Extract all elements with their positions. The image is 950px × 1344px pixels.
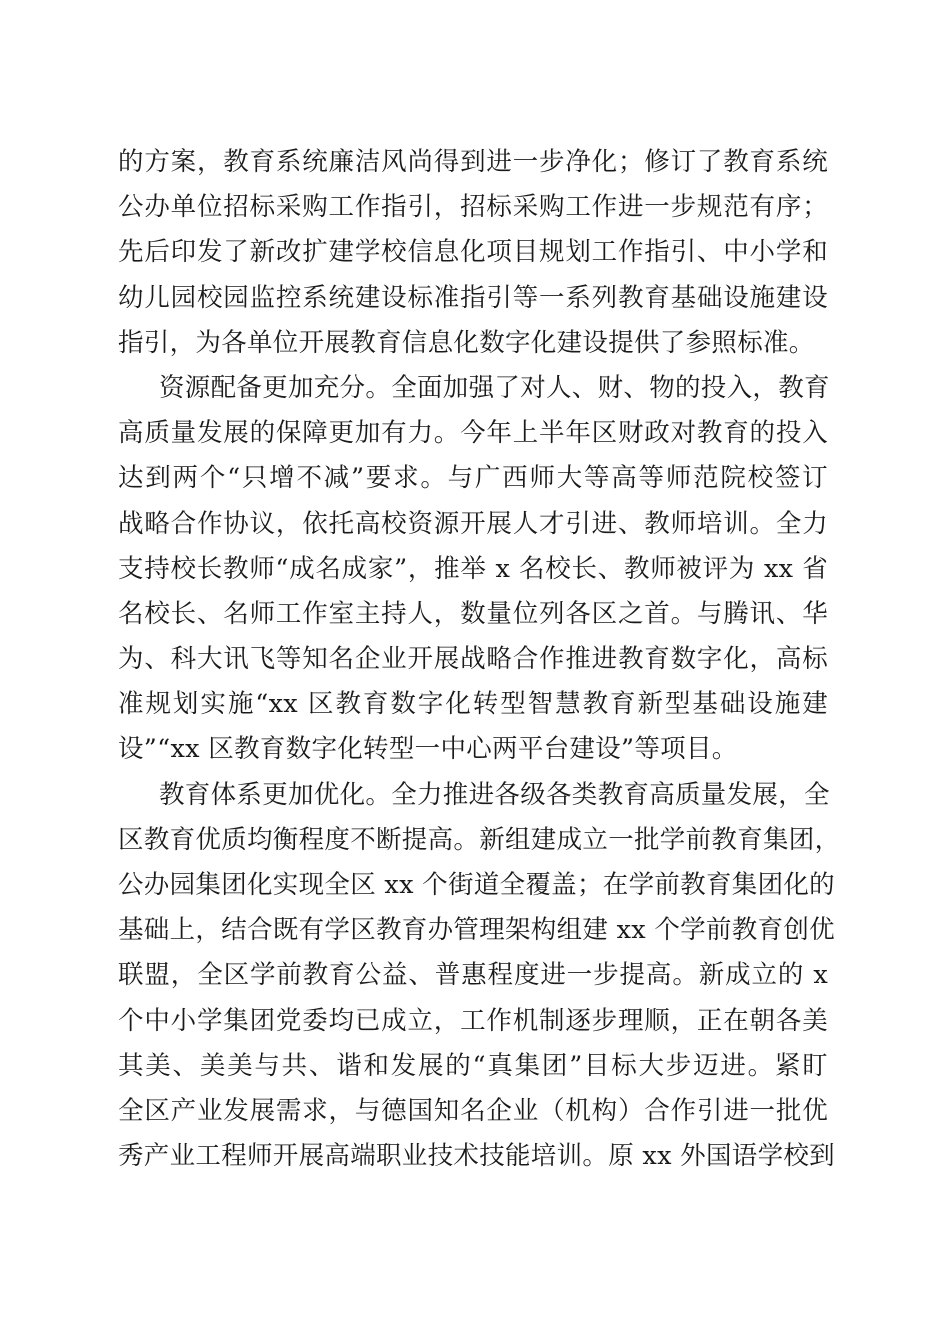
text-line: 的方案，教育系统廉洁风尚得到进一步净化；修订了教育系统 (118, 147, 828, 177)
text-line: 个中小学集团党委均已成立，工作机制逐步理顺，正在朝各美 (118, 1005, 828, 1036)
text-line: 为、科大讯飞等知名企业开展战略合作推进教育数字化，高标 (118, 644, 828, 675)
text-line: 联盟，全区学前教育公益、普惠程度进一步提高。新成立的 x (118, 960, 828, 991)
text-line: 其美、美美与共、谐和发展的“真集团”目标大步迈进。紧盯 (118, 1050, 828, 1081)
text-line: 战略合作协议，依托高校资源开展人才引进、教师培训。全力 (118, 508, 828, 539)
text-line: 公办园集团化实现全区 xx 个街道全覆盖；在学前教育集团化的 (118, 870, 835, 900)
text-line: 达到两个“只增不减”要求。与广西师大等高等师范院校签订 (118, 463, 828, 494)
text-line: 先后印发了新改扩建学校信息化项目规划工作指引、中小学和 (118, 237, 828, 268)
text-line: 幼儿园校园监控系统建设标准指引等一系列教育基础设施建设 (118, 282, 828, 313)
paragraph-heading-line: 资源配备更加充分。全面加强了对人、财、物的投入，教育 (159, 372, 830, 403)
text-line: 全区产业发展需求，与德国知名企业（机构）合作引进一批优 (118, 1095, 828, 1126)
text-line: 区教育优质均衡程度不断提高。新组建成立一批学前教育集团， (118, 824, 841, 855)
text-line: 准规划实施“xx 区教育数字化转型智慧教育新型基础设施建 (118, 689, 828, 720)
text-line: 设”“xx 区教育数字化转型一中心两平台建设”等项目。 (118, 734, 738, 765)
text-line: 秀产业工程师开展高端职业技术技能培训。原 xx 外国语学校到 (118, 1141, 835, 1172)
text-line: 名校长、名师工作室主持人，数量位列各区之首。与腾讯、华 (118, 598, 828, 629)
text-line: 高质量发展的保障更加有力。今年上半年区财政对教育的投入 (118, 418, 828, 449)
document-body (118, 140, 841, 1179)
text-line: 支持校长教师“成名成家”，推举 x 名校长、教师被评为 xx 省 (118, 553, 828, 584)
text-line: 公办单位招标采购工作指引，招标采购工作进一步规范有序； (118, 192, 828, 223)
paragraph-heading-line: 教育体系更加优化。全力推进各级各类教育高质量发展，全 (159, 779, 830, 810)
text-line: 基础上，结合既有学区教育办管理架构组建 xx 个学前教育创优 (118, 915, 835, 946)
text-line: 指引，为各单位开展教育信息化数字化建设提供了参照标准。 (118, 327, 815, 358)
